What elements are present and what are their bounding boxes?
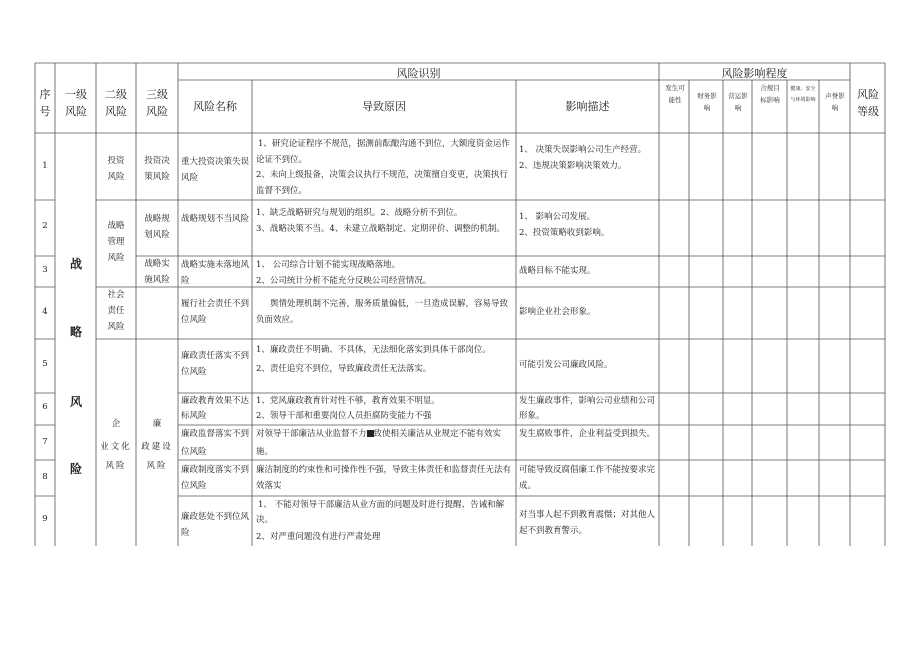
cause-text-before: 对领导干部廉洁从业监督不力 <box>256 429 367 439</box>
row-number: 5 <box>42 359 48 369</box>
effect-line: 1、 影响公司发展。 <box>519 212 596 222</box>
effect-line: 影响企业社会形象。 <box>519 307 596 317</box>
row-number: 8 <box>42 472 48 482</box>
cause-line: 2、公司统计分析不能充分反映公司经营情况。 <box>256 275 432 286</box>
level1-char: 略 <box>69 325 82 339</box>
effect-line: 2、投资策略收到影响。 <box>519 227 610 238</box>
level1-char: 风 <box>69 395 82 409</box>
risk-name: 履行社会责任不到位风险 <box>181 299 249 326</box>
risk-name: 廉政监督落实不到位风险 <box>181 429 249 457</box>
effect-line: 可能引发公司廉政风险。 <box>519 360 613 370</box>
header-effect: 影响描述 <box>565 100 610 113</box>
level3-investment-decision-risk: 投资决策风险 <box>144 156 170 183</box>
risk-effect <box>519 394 655 425</box>
header-impact-likelihood: 发生可能性 <box>665 84 685 105</box>
cause-line: 3、战略决策不当。4、未建立战略制定、定期评价、调整的机制。 <box>256 223 505 234</box>
cause-line: 1、研究论证程序不规范，据测前酝酿沟通不到位，大额度资金运作论证不到位。 <box>256 139 510 165</box>
row-number: 4 <box>42 307 48 317</box>
risk-effect <box>519 265 655 278</box>
cause-line: 舆情处理机制不完善，服务质量偏低，一旦造成误解，容易导致负面效应。 <box>256 299 509 325</box>
level3-strategy-planning-risk: 战略规划风险 <box>144 214 170 241</box>
risk-effect <box>519 306 655 319</box>
level2-strategy-management-risk: 战略管理风险 <box>107 221 125 264</box>
header-level3: 三级风险 <box>146 88 168 119</box>
risk-cause <box>256 498 512 545</box>
risk-name: 廉政教育效果不达标风险 <box>181 396 249 422</box>
cause-line: 1、 公司综合计划不能实现战略落地。 <box>256 260 401 270</box>
row-number: 7 <box>42 437 48 447</box>
level1-char: 险 <box>69 462 82 476</box>
cause-text-after: 致使相关廉洁从业规定不能有效实施。 <box>256 429 502 457</box>
black-square-icon <box>367 430 374 437</box>
risk-cause <box>256 137 512 200</box>
header-grade: 风险等级 <box>857 88 879 119</box>
level2-social-responsibility-risk: 社会责任风险 <box>107 290 125 333</box>
level2-culture-left: 企 <box>111 419 121 429</box>
header-level1: 一级风险 <box>65 88 87 119</box>
row-number: 6 <box>42 402 48 412</box>
effect-line: 2、违规决策影响决策效力。 <box>519 160 627 171</box>
header-level2: 二级风险 <box>105 88 127 119</box>
risk-effect <box>519 426 655 444</box>
cause-line: 1、廉政责任不明确、不具体，无法细化落实到具体干部岗位。 <box>256 345 491 355</box>
risk-name: 重大投资决策失误风险 <box>181 157 249 184</box>
row-number: 9 <box>42 514 48 524</box>
row-number: 3 <box>42 265 48 275</box>
cause-line: 2、责任追究不到位，导致廉政责任无法落实。 <box>256 363 432 374</box>
effect-line: 战略目标不能实现。 <box>519 266 596 276</box>
risk-cause <box>256 297 512 328</box>
header-seq: 序号 <box>39 88 51 119</box>
level2-culture-mid: 业文化 <box>100 442 132 452</box>
level1-char: 战 <box>69 257 82 271</box>
cause-line: 廉洁制度的约束性和可操作性不强，导致主体责任和监督责任无法有效落实 <box>256 465 512 492</box>
level3-strategy-implementation-risk: 战略实施风险 <box>144 259 170 286</box>
header-impact-reputation: 声誉影响 <box>825 92 845 113</box>
effect-line: 可能导致反腐倡廉工作不能按要求完成。 <box>519 465 655 492</box>
risk-cause <box>256 258 512 289</box>
level3-clean-bot: 风险 <box>146 461 168 471</box>
risk-name: 战略实施未落地风险 <box>181 260 249 287</box>
risk-cause <box>256 394 512 425</box>
level2-culture-right: 风险 <box>105 461 127 471</box>
effect-line: 对当事人起不到教育震慑；对其他人起不到教育警示。 <box>519 510 655 537</box>
risk-effect <box>519 210 655 241</box>
cause-line: 1、党风廉政教育针对性不够，教育效果不明显。 <box>256 396 440 406</box>
risk-name: 廉政责任落实不到位风险 <box>181 351 249 378</box>
risk-effect <box>519 462 655 494</box>
level3-clean-mid: 政建设 <box>141 442 173 452</box>
header-risk-name: 风险名称 <box>193 100 237 113</box>
header-impact-compliance: 合规目标影响 <box>760 84 780 105</box>
risk-cause <box>256 344 512 376</box>
risk-name: 廉政惩处不到位风险 <box>181 512 249 539</box>
risk-effect <box>519 507 655 539</box>
row-number: 1 <box>42 161 48 171</box>
risk-cause <box>256 206 512 237</box>
header-impact-operational: 营运影响 <box>728 92 748 113</box>
level3-clean-top: 廉 <box>152 419 162 429</box>
effect-line: 发生廉政事件，影响公司业绩和公司形象。 <box>519 396 655 422</box>
risk-effect <box>519 359 655 372</box>
risk-cause <box>256 462 512 494</box>
risk-name: 廉政制度落实不到位风险 <box>181 465 249 492</box>
header-risk-identification: 风险识别 <box>396 67 441 80</box>
header-impact-degree: 风险影响程度 <box>721 67 788 80</box>
level2-investment-risk: 投资风险 <box>107 156 125 183</box>
risk-cause <box>256 426 512 462</box>
cause-line: 2、未向上级报备，决策会议执行不规范，决策擅自变更，决策执行监督不到位。 <box>256 170 508 197</box>
cause-line: 1、缺乏战略研究与规划的组织。2、战略分析不到位。 <box>256 208 463 218</box>
effect-line: 发生腐败事件，企业利益受到损失。 <box>519 429 655 439</box>
risk-effect <box>519 143 655 174</box>
header-cause: 导致原因 <box>362 100 406 113</box>
risk-name: 战略规划不当风险 <box>181 214 249 224</box>
header-impact-financial: 财务影响 <box>697 92 717 113</box>
header-impact-hse: 健康、安全与环境影响 <box>790 86 816 103</box>
cause-line: 2、对严重问题没有进行严肃处理 <box>256 531 381 542</box>
row-number: 2 <box>42 221 48 231</box>
cause-line: 2、领导干部和重要岗位人员拒腐防变能力不强 <box>256 411 432 422</box>
cause-line: 1、 不能对领导干部廉洁从业方面的问题及时进行提醒、告诫和解决。 <box>256 500 505 525</box>
effect-line: 1、 决策失误影响公司生产经营。 <box>519 145 647 155</box>
